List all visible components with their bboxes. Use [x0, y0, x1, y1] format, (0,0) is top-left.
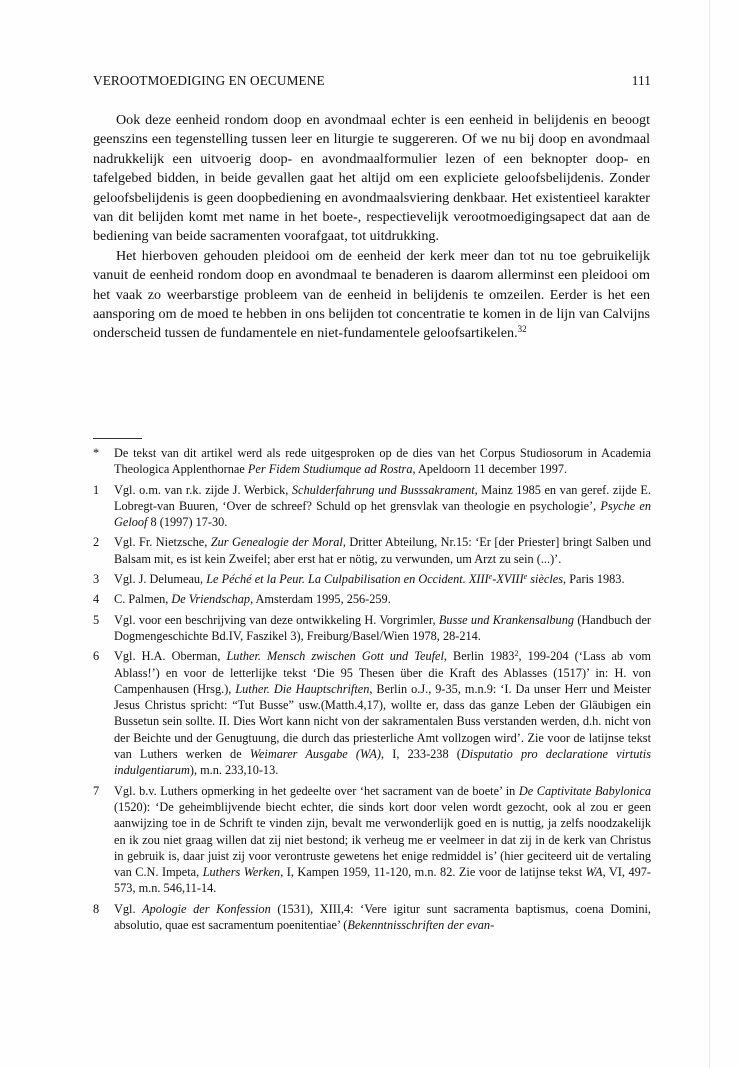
footnote-mark: 7	[93, 783, 100, 798]
footnote-mark: 1	[93, 482, 100, 497]
page-number: 111	[631, 73, 651, 88]
footnote-mark: 5	[93, 612, 100, 627]
footnote-text: Vgl. o.m. van r.k. zijde J. Werbick, Schulderfahrung und Busssakrament, Mainz 1985 en van geref. zijde E. Lobregt-van Buuren, ‘Over de schreef? Schuld op het grensvlak van theologie en psychologie’, Psyche en Geloof 8 (1997) 17-30.	[114, 482, 651, 530]
footnote-text: Vgl. Apologie der Konfession (1531), XIII,4: ‘Vere igitur sunt sacramenta baptismus, coena Domini, absolutio, quae est sacramentum poenitentiae’ (Bekenntnisschriften der evan-	[114, 901, 651, 933]
footnote-text: C. Palmen, De Vriendschap, Amsterdam 1995, 256-259.	[114, 592, 391, 607]
footnote-star	[93, 445, 651, 478]
footnote-4	[93, 591, 651, 607]
paragraph-2-text: Het hierboven gehouden pleidooi om de eenheid der kerk meer dan tot nu toe gebruikelijk vanuit de eenheid rondom doop en avondmaal te benaderen is daarom allerminst een pleidooi om het vaak zo weerbarstige probleem van de eenheid in belijdenis te omzeilen. Eerder is het een aansporing om de moed te hebben in ons belijden tot concentratie te komen in de lijn van Calvijns onderscheid tussen de fundamentele en niet-fundamentele geloofsartikelen.	[93, 247, 650, 342]
footnote-text: Vgl. voor een beschrijving van deze ontwikkeling H. Vorgrimler, Busse und Krankensalbung (Handbuch der Dogmengeschichte Bd.IV, Faszikel 3), Freiburg/Basel/Wien 1978, 28-214.	[114, 612, 652, 643]
footnote-7	[93, 783, 651, 897]
paragraph-1: Ook deze eenheid rondom doop en avondmaal echter is een eenheid in belijdenis en beoogt geenszins een tegenstelling tussen leer en liturgie te suggereren. Of we nu bij doop en avondmaal nadrukkelijk een uitvoerig doop- en avondmaalformulier lezen of een beknopter doop- en tafelgebed bidden, in beide gevallen gaat het altijd om een expliciete geloofsbelijdenis. Zonder geloofsbelijdenis is geen doopbediening en avondmaalsviering denkbaar. Het existentieel karakter van dit belijden komt met name in het boete-, respectievelijk verootmoedigingsapect dat aan de bediening van beide sacramenten voorafgaat, tot uitdrukking.	[93, 112, 650, 245]
page-edge	[709, 0, 710, 1068]
footnote-ref-32: 32	[517, 324, 527, 335]
footnote-text: Vgl. Fr. Nietzsche, Zur Genealogie der Moral, Dritter Abteilung, Nr.15: ‘Er [der Priester] bringt Salben und Balsam mit, es ist kein Zweifel; aber erst hat er nötig, zu verwunden, um Arzt zu sein (...)’.	[114, 535, 651, 566]
running-title: VEROOTMOEDIGING EN OECUMENE	[93, 73, 325, 88]
footnote-text: Vgl. J. Delumeau, Le Péché et la Peur. La Culpabilisation en Occident. XIIIe-XVIIIe siècles, Paris 1983.	[114, 572, 625, 587]
paragraph-2	[93, 247, 650, 344]
footnote-6	[93, 648, 651, 778]
footnote-8	[93, 901, 651, 934]
footnote-mark: 2	[93, 535, 100, 550]
footnote-text: De tekst van dit artikel werd als rede uitgesproken op de dies van het Corpus Studiosorum in Academia Theologica Applenthornae Per Fidem Studiumque ad Rostra, Apeldoorn 11 december 1997.	[114, 446, 651, 477]
footnote-3	[93, 571, 651, 587]
footnote-2	[93, 534, 651, 567]
footnotes	[93, 445, 651, 937]
footnote-5	[93, 612, 651, 645]
footnote-mark: *	[93, 446, 100, 460]
footnote-mark: 4	[93, 592, 100, 607]
body-text	[93, 111, 650, 344]
footnote-mark: 6	[93, 649, 100, 664]
footnote-rule	[93, 438, 142, 439]
footnote-1	[93, 482, 651, 531]
footnote-mark: 8	[93, 901, 100, 916]
footnote-text: Vgl. b.v. Luthers opmerking in het gedeelte over ‘het sacrament van de boete’ in De Captivitate Babylonica (1520): ‘De geheimblijvende biecht echter, die sinds kort door velen wordt gezocht, ook al zou er geen aanwijzing toe in de Schrift te vinden zijn, bevalt me verwonderlijk goed en is nuttig, ja zelfs noodzakelijk en ik zou niet graag willen dat zij niet bestond; ik verheug me er veelmeer in dat zij in de kerk van Christus in gebruik is, daar juist zij voor verontruste gewetens het enige redmiddel is’ (hier geciteerd uit de vertaling van C.N. Impeta, Luthers Werken, I, Kampen 1959, 11-120, m.n. 82. Zie voor de latijnse tekst WA, VI, 497-573, m.n. 546,11-14.	[114, 783, 651, 896]
footnote-mark: 3	[93, 572, 100, 587]
footnote-text: Vgl. H.A. Oberman, Luther. Mensch zwischen Gott und Teufel, Berlin 1983$^2$, 199-204 (‘Lass ab vom Ablass!’) en voor de letterlijke tekst ‘Die 95 Thesen über die Kraft des Ablasses (1517)’ in: H. von Campenhausen (Hrsg.), Luther. Die Hauptschriften, Berlin o.J., 9-35, m.n.9: ‘I. Da unser Herr und Meister Jesus Christus spricht: “Tut Busse” usw.(Matth.4,17), wollte er, dass das ganze Leben der Gläubigen ein Bussetun sein sollte. II. Dies Wort kann nicht von der sakramentalen Buss verstanden werden, d.h. nicht von der Beichte und der Genugtuung, die durch das priesterliche Amt vollzogen wird’. Zie voor de latijnse tekst van Luthers werken de Weimarer Ausgabe (WA), I, 233-238 (Disputatio pro declaratione virtutis indulgentiarum), m.n. 233,10-13.	[114, 649, 651, 778]
